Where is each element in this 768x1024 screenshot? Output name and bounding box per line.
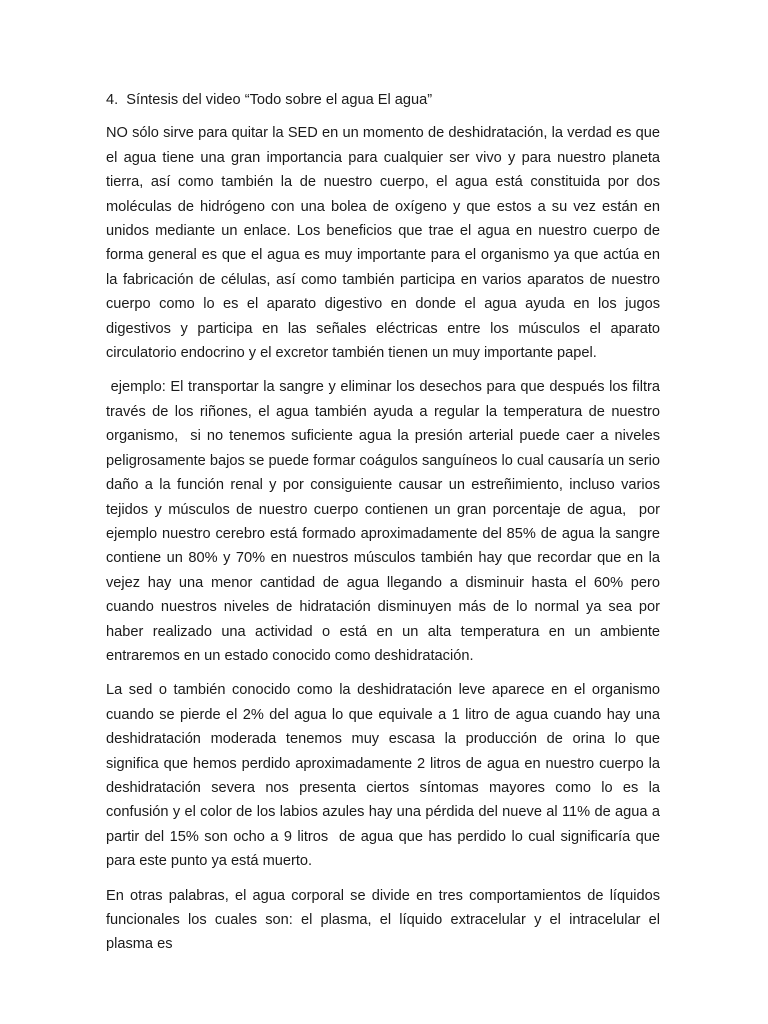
paragraph-1: NO sólo sirve para quitar la SED en un momento de deshidratación, la verdad es que el agua tiene una gran importancia para cualquier ser vivo y para nuestro planeta tierra, así como también la de nuestro cuerpo, el agua está constituida por dos moléculas de hidrógeno con una bolea de oxígeno y que estos a su vez están en unidos mediante un enlace. Los beneficios que trae el agua en nuestro cuerpo de forma general es que el agua es muy importante para el organismo ya que actúa en la fabricación de células, así como también participa en varios aparatos de nuestro cuerpo como lo es el aparato digestivo en donde el agua ayuda en los jugos digestivos y participa en las señales eléctricas entre los músculos el aparato circulatorio endocrino y el excretor también tienen un muy importante papel. — [106, 125, 665, 362]
paragraph-4: En otras palabras, el agua corporal se divide en tres comportamientos de líquidos funcionales los cuales son: el plasma, el líquido extracelular y el intracelular el plasma es — [106, 887, 665, 953]
paragraph-2: ejemplo: El transportar la sangre y eliminar los desechos para que después los filtra través de los riñones, el agua también ayuda a regular la temperatura de nuestro organismo, si no tenemos suficiente agua la presión arterial puede caer a niveles peligrosamente bajos se puede formar coágulos sanguíneos lo cual causaría un serio daño a la función renal y por consiguiente causar un estreñimiento, incluso varios tejidos y músculos de nuestro cuerpo contienen un gran porcentaje de agua, por ejemplo nuestro cerebro está formado aproximadamente del 85% de agua la sangre contiene un 80% y 70% en nuestros músculos también hay que recordar que en la vejez hay una menor cantidad de agua llegando a disminuir hasta el 60% pero cuando nuestros niveles de hidratación disminuyen más de lo normal ya sea por haber realizado una actividad o está en un alta temperatura en un ambiente entraremos en un estado conocido como deshidratación. — [106, 379, 665, 664]
paragraph-3: La sed o también conocido como la deshidratación leve aparece en el organismo cuando se pierde el 2% del agua lo que equivale a 1 litro de agua cuando hay una deshidratación moderada tenemos muy escasa la producción de orina lo que significa que hemos perdido aproximadamente 2 litros de agua en nuestro cuerpo la deshidratación severa nos presenta ciertos síntomas mayores como lo es la confusión y el color de los labios azules hay una pérdida del nueve al 11% de agua a partir del 15% son ocho a 9 litros de agua que has perdido lo cual significaría que para este punto ya está muerto. — [106, 682, 665, 870]
section-heading: 4. Síntesis del video “Todo sobre el agua El agua” — [106, 92, 433, 108]
document-body — [106, 88, 665, 967]
